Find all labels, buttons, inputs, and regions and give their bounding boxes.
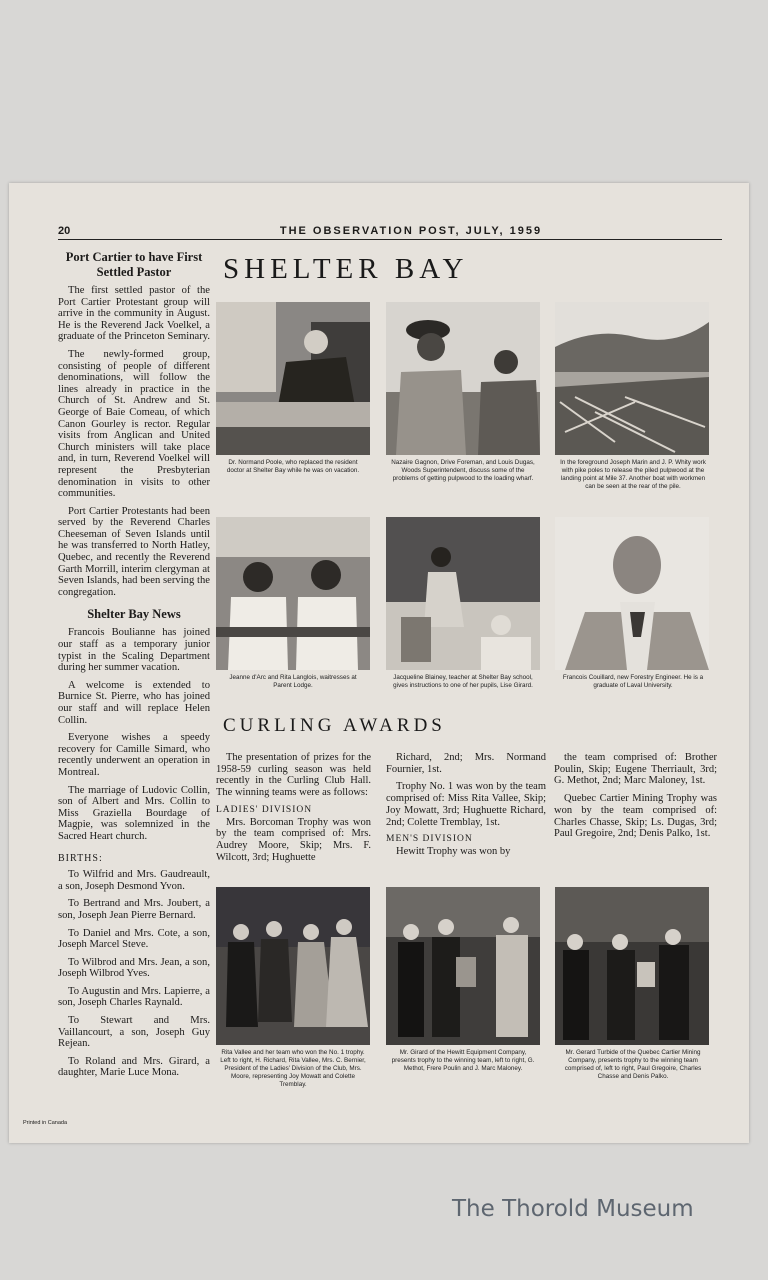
shelter-bay-title: SHELTER BAY <box>223 253 469 285</box>
header-rule <box>58 239 722 240</box>
photo-foremen <box>386 302 540 455</box>
curling-p4: Trophy No. 1 was won by the team comprised of: Miss Rita Vallee, Skip; Joy Mowatt, 3rd; Hughuette Richard, 2nd; Colette Tremblay, 1st. <box>386 781 546 828</box>
caption-1: Dr. Normand Poole, who replaced the resident doctor at Shelter Bay while he was on vacation. <box>226 459 360 474</box>
photo-waitresses <box>216 517 370 670</box>
caption-8: Mr. Girard of the Hewitt Equipment Company, presents trophy to the winning team, left to right, G. Methot, Frere Poulin and J. Marc Maloney. <box>391 1049 535 1072</box>
photo-teacher <box>386 517 540 670</box>
curling-p7: Quebec Cartier Mining Trophy was won by the team comprised of: Charles Chasse, Skip; Ls. Dugas, 3rd; Paul Gregoire, 2nd; Denis Palko, 1st. <box>554 793 717 840</box>
news-p4: Francois Boulianne has joined our staff as a temporary junior typist in the Scaling Department during her summer vacation. <box>58 627 210 674</box>
photo-hewitt-trophy <box>386 887 540 1045</box>
curling-p5: Hewitt Trophy was won by <box>396 845 511 857</box>
curling-col-1 <box>216 752 371 869</box>
curling-p6: the team comprised of: Brother Poulin, Skip; Eugene Therriault, 3rd; G. Methot, 2nd; Marc Maloney, 1st. <box>554 752 717 787</box>
pastor-p3: Port Cartier Protestants had been served by the Reverend Charles Cheeseman of Seven Islands until he was transferred to North Hatley, Quebec, and recently the Reverend Garth Morrill, interim clergyman at Seven Islands, had been serving the congregation. <box>58 505 210 598</box>
news-p5: A welcome is extended to Burnice St. Pierre, who has joined our staff and will replace Helen Collin. <box>58 679 210 726</box>
birth-3: To Daniel and Mrs. Cote, a son, Joseph Marcel Steve. <box>58 927 210 951</box>
pastor-heading: Port Cartier to have First Settled Pastor <box>65 250 203 279</box>
left-column <box>58 250 210 1085</box>
curling-p1: The presentation of prizes for the 1958-59 curling season was held recently in the Curling Club Hall. The winning teams were as follows: <box>216 752 371 799</box>
publication-title: THE OBSERVATION POST, JULY, 1959 <box>279 225 543 237</box>
photo-doctor <box>216 302 370 455</box>
birth-7: To Roland and Mrs. Girard, a daughter, Marie Luce Mona. <box>58 1055 210 1079</box>
news-heading: Shelter Bay News <box>87 607 181 622</box>
caption-4: Jeanne d'Arc and Rita Langlois, waitresses at Parent Lodge. <box>229 674 357 689</box>
museum-watermark: The Thorold Museum <box>452 1196 694 1222</box>
birth-5: To Augustin and Mrs. Lapierre, a son, Joseph Charles Raynald. <box>58 985 210 1009</box>
ladies-division: LADIES' DIVISION <box>216 804 313 815</box>
news-p6: Everyone wishes a speedy recovery for Camille Simard, who recently underwent an operation in Montreal. <box>58 732 210 778</box>
pastor-p1: The first settled pastor of the Port Cartier Protestant group will arrive in the community in August. He is the Reverend Jack Voelkel, a graduate of the Princeton Seminary. <box>58 285 210 343</box>
births-label: BIRTHS: <box>58 852 103 864</box>
photo-forestry-engineer <box>555 517 709 670</box>
caption-9: Mr. Gerard Turbide of the Quebec Cartier Mining Company, presents trophy to the winning team comprised of, left to right, Paul Gregoire, Charles Chasse and Denis Palko. <box>564 1049 702 1080</box>
curling-col-2 <box>386 752 546 864</box>
curling-p2: Mrs. Borcoman Trophy was won by the team comprised of: Mrs. Audrey Moore, Skip; Mrs. F. Wilcott, 3rd; Hughuette <box>216 816 371 863</box>
page-header <box>58 225 722 237</box>
pastor-p2: The newly-formed group, consisting of people of different denominations, will follow the lines already in practice in the Church of St. Andrew and St. George of Baie Comeau, of which Canon Gourley is rector. Regular visits from Anglican and United Church ministers will take place and, in turn, Reverend Voelkel will represent the Presbyterian denomination in visits to other communities. <box>58 348 210 500</box>
mens-division: MEN'S DIVISION <box>386 834 473 845</box>
photo-pulpwood <box>555 302 709 455</box>
news-p7: The marriage of Ludovic Collin, son of Albert and Mrs. Collin to Miss Graziella Bourdage of Magpie, was solemnized in the Sacred Heart church. <box>58 784 210 842</box>
caption-5: Jacqueline Blainey, teacher at Shelter Bay school, gives instructions to one of her pupils, Lise Girard. <box>393 674 533 689</box>
curling-col-3 <box>554 752 717 846</box>
caption-3: In the foreground Joseph Marin and J. P. Whity work with pike poles to release the piled pulpwood at the landing point at Mile 37. Another boat with workmen can be seen at the rear of the pile. <box>560 459 706 490</box>
curling-awards-title: CURLING AWARDS <box>223 715 446 736</box>
page-number: 20 <box>58 225 71 237</box>
printed-in-canada: Printed in Canada <box>23 1120 68 1126</box>
birth-4: To Wilbrod and Mrs. Jean, a son, Joseph Wilbrod Yves. <box>58 956 210 980</box>
photo-qcm-trophy <box>555 887 709 1045</box>
birth-1: To Wilfrid and Mrs. Gaudreault, a son, Joseph Desmond Yvon. <box>58 869 210 892</box>
caption-6: Francois Couillard, new Forestry Engineer. He is a graduate of Laval University. <box>562 674 704 689</box>
birth-2: To Bertrand and Mrs. Joubert, a son, Joseph Jean Pierre Bernard. <box>58 898 210 921</box>
newspaper-page <box>9 183 749 1143</box>
photo-ladies-team <box>216 887 370 1045</box>
curling-p3: Richard, 2nd; Mrs. Normand Fournier, 1st. <box>386 752 546 775</box>
birth-6: To Stewart and Mrs. Vaillancourt, a son, Joseph Guy Rejean. <box>58 1015 210 1050</box>
caption-7: Rita Vallee and her team who won the No. 1 trophy. Left to right, H. Richard, Rita Vallee, Mrs. C. Bernier, President of the Ladies' Division of the Club, Mrs. Moore, representing Joy Mowatt and Colette Tremblay. <box>220 1049 366 1088</box>
caption-2: Nazaire Gagnon, Drive Foreman, and Louis Dugas, Woods Superintendent, discuss some of the problems of getting pulpwood to the loading wharf. <box>391 459 535 482</box>
